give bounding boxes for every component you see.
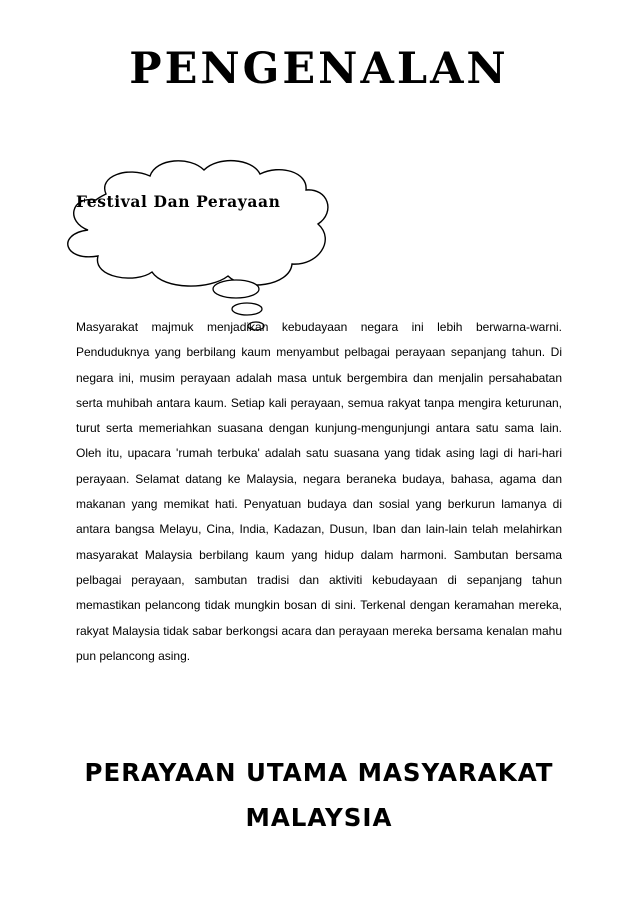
- callout-label: Festival Dan Perayaan: [76, 192, 281, 211]
- section-heading: [0, 750, 638, 840]
- page-title: PENGENALAN: [129, 44, 509, 94]
- section-heading-line-2: MALAYSIA: [245, 803, 393, 832]
- section-heading-line-1: PERAYAAN UTAMA MASYARAKAT: [84, 758, 554, 787]
- body-paragraph: Masyarakat majmuk menjadikan kebudayaan negara ini lebih berwarna-warni. Penduduknya yang berbilang kaum menyambut pelbagai perayaan sepanjang tahun. Di negara ini, musim perayaan adalah masa untuk bergembira dan menjalin persahabatan serta muhibah antara kaum. Setiap kali perayaan, semua rakyat tanpa mengira keturunan, turut serta memeriahkan suasana dengan kunjung-mengunjungi antara satu sama lain. Oleh itu, upacara 'rumah terbuka' adalah satu suasana yang tidak asing lagi di hari-hari perayaan. Selamat datang ke Malaysia, negara beraneka budaya, bahasa, agama dan makanan yang memikat hati. Penyatuan budaya dan sosial yang berkurun lamanya di antara bangsa Melayu, Cina, India, Kadazan, Dusun, Iban dan lain-lain telah melahirkan masyarakat Malaysia berbilang kaum yang hidup dalam harmoni. Sambutan bersama pelbagai perayaan, sambutan tradisi dan aktiviti kebudayaan di sepanjang tahun memastikan pelancong tidak mungkin bosan di sini. Terkenal dengan keramahan mereka, rakyat Malaysia tidak sabar berkongsi acara dan perayaan mereka bersama kenalan mahu pun pelancong asing.: [76, 320, 562, 663]
